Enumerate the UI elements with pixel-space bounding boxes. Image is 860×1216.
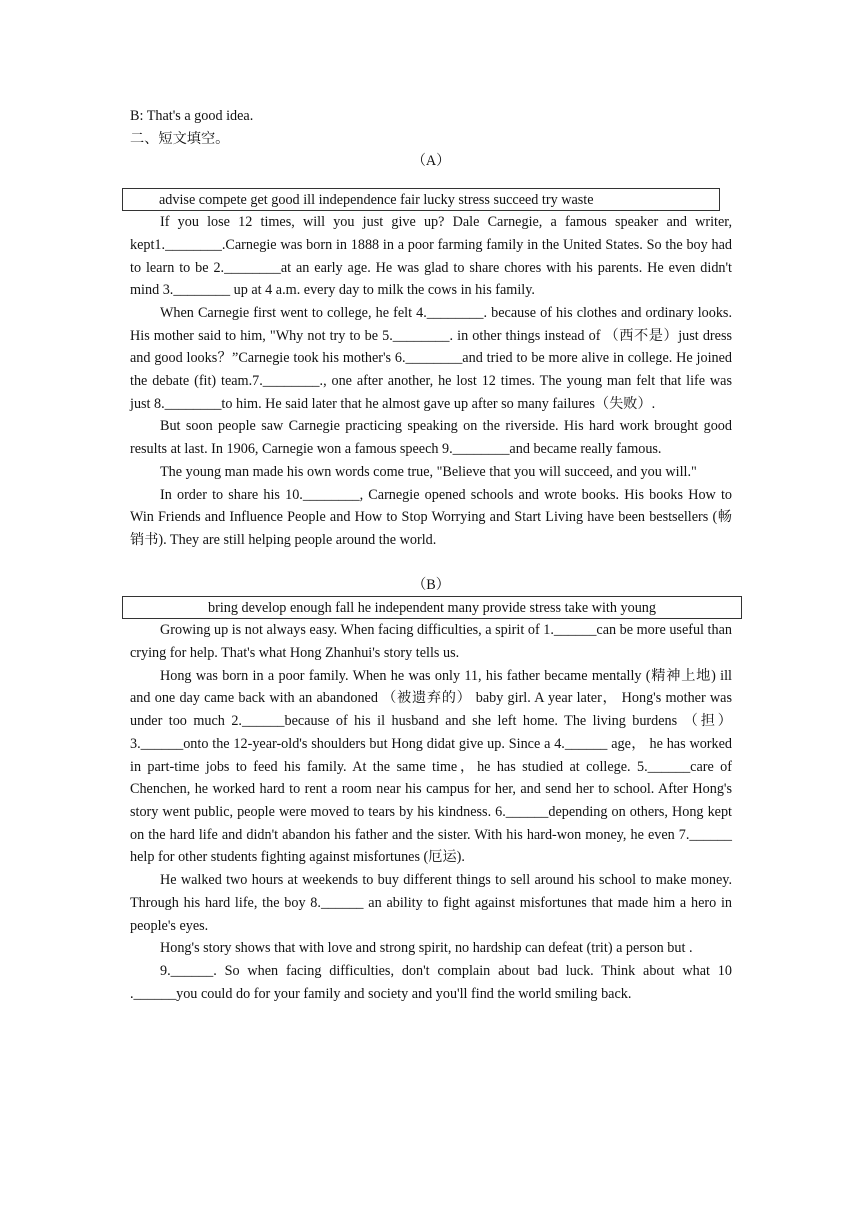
passage-a-paragraph-4: The young man made his own words come true, "Believe that you will succeed, and you will." (160, 463, 697, 480)
passage-b-paragraph-2: Hong was born in a poor family. When he was only 11, his father became mentally (精神上地) ill and one day came back with an abandoned （被遗弃的） baby girl. A year later， Hong's mother was under too much 2.______because of his il husband and she left home. The living burdens （担）3.______onto the 12-year-old's shoulders but Hong didat give up. Since a 4.______ age， he has worked in part-time jobs to feed his family. At the same time，he has studied at college. 5.______care of Chenchen, he worked hard to rent a room near his campus for her, and send her to school. After Hong's story went public, people were moved to tears by his kindness. 6.______depending on others, Hong kept on the hard life and didn't abandon his father and the sister. With his hard-won money, he even 7.______ help for other students fighting against misfortunes (厄运). (130, 667, 732, 866)
passage-b-paragraph-4: Hong's story shows that with love and strong spirit, no hardship can defeat (trit) a person but . (160, 940, 693, 957)
passage-a-paragraph-3: But soon people saw Carnegie practicing speaking on the riverside. His hard work brought good results at last. In 1906, Carnegie won a famous speech 9.________and became really famous. (130, 418, 732, 458)
passage-b-paragraph-1: Growing up is not always easy. When facing difficulties, a spirit of 1.______can be more useful than crying for help. That's what Hong Zhanhui's story tells us. (130, 622, 732, 662)
passage-b-paragraph-5: 9.______. So when facing difficulties, don't complain about bad luck. Think about what 10 .______you could do for your family and society and you'll find the world smiling back. (130, 962, 732, 1002)
passage-a-paragraph-2: When Carnegie first went to college, he felt 4.________. because of his clothes and ordinary looks. His mother said to him, "Why not try to be 5.________. in other things instead of （西不是）just dress and good looks？”Carnegie took his mother's 6.________and tried to be more alive in college. He joined the debate (fit) team.7.________., one after another, he lost 12 times. The young man felt that life was just 8.________to him. He said later that he almost gave up after so many failures（失败）. (130, 304, 732, 412)
passage-b-word-bank: bring develop enough fall he independent many provide stress take with young (122, 596, 742, 619)
passage-a-paragraph-1: If you lose 12 times, will you just give up? Dale Carnegie, a famous speaker and writer, kept1.________.Carnegie was born in 1888 in a poor farming family in the United States. So the boy had to learn to be 2.________at an early age. He was glad to share chores with his parents. He even didn't mind 3.________ up at 4 a.m. every day to milk the cows in his family. (130, 214, 732, 299)
passage-a-paragraph-5: In order to share his 10.________, Carnegie opened schools and wrote books. His books How to Win Friends and Influence People and How to Stop Worrying and Start Living have been bestsellers (畅销书). They are still helping people around the world. (130, 486, 732, 548)
intro-line: B: That's a good idea. (130, 108, 254, 124)
document-page (130, 105, 732, 1005)
spacer (130, 552, 732, 574)
passage-b-label: （B） (412, 576, 450, 593)
passage-a-word-bank: advise compete get good ill independence fair lucky stress succeed try waste (122, 188, 720, 211)
passage-a-label: （A） (411, 153, 451, 170)
passage-b-paragraph-3: He walked two hours at weekends to buy different things to sell around his school to make money. Through his hard life, the boy 8.______ an ability to fight against misfortunes that made him a hero in people's eyes. (130, 872, 732, 934)
section-heading: 二、短文填空。 (130, 130, 230, 147)
